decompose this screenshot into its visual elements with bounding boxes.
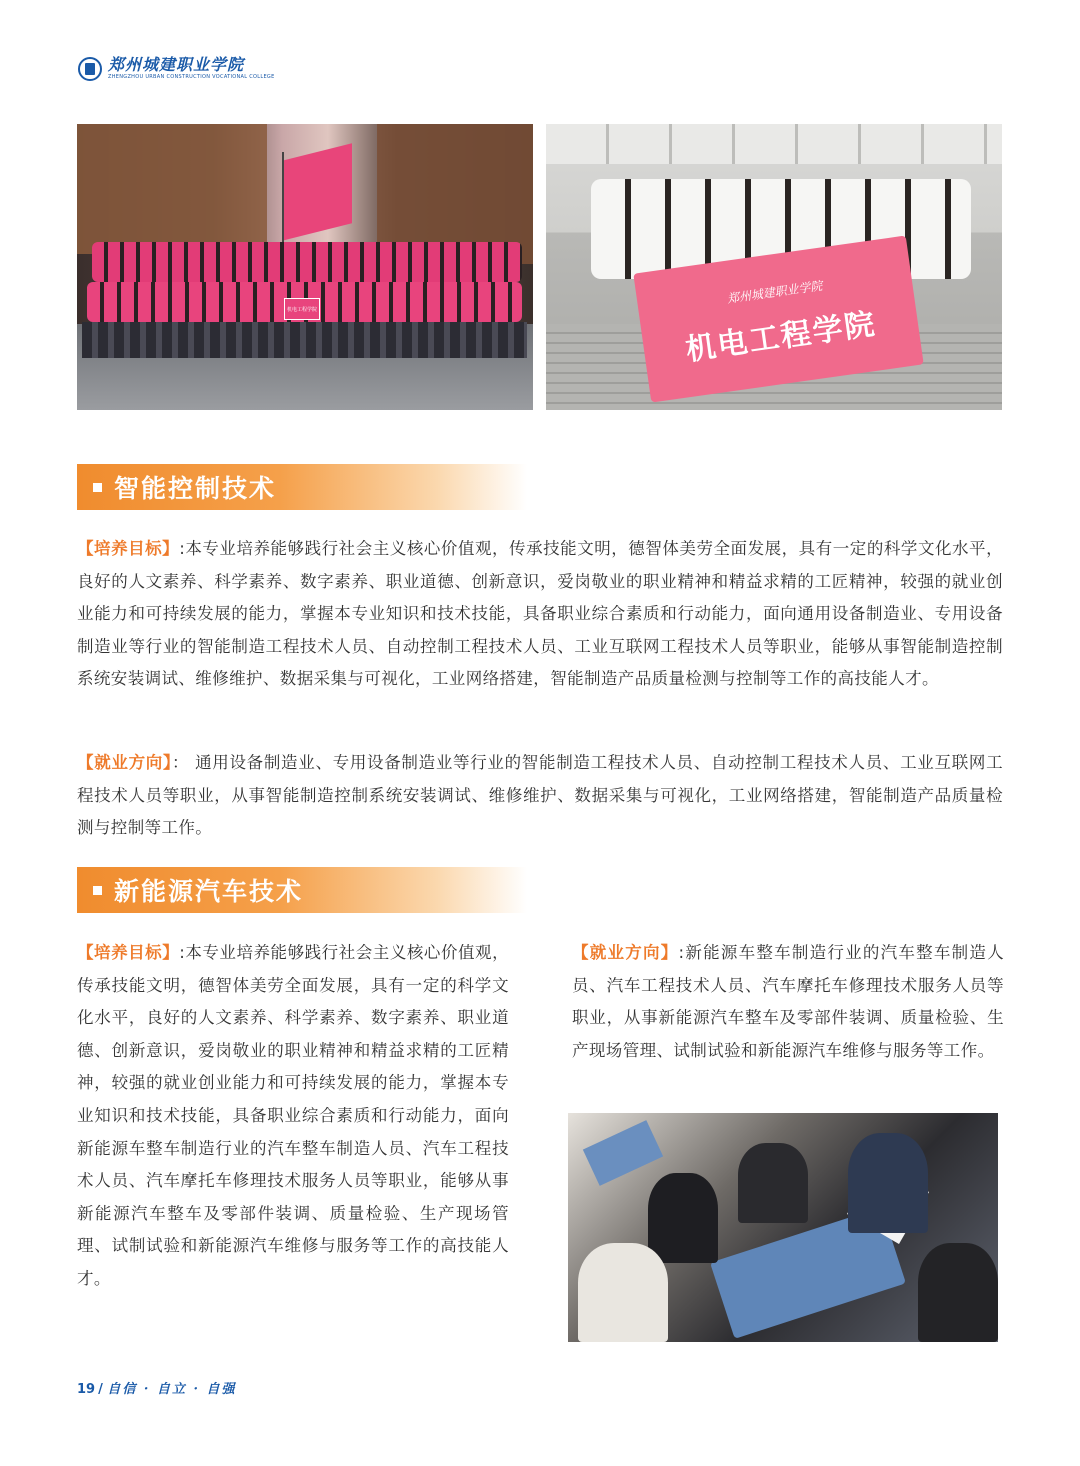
section1-employment-paragraph <box>77 747 1003 845</box>
students-workshop-photo <box>568 1113 998 1342</box>
goal-text: :本专业培养能够践行社会主义核心价值观，传承技能文明，德智体美劳全面发展，具有一定的科学文化水平，良好的人文素养、科学素养、数字素养、职业道德、创新意识，爱岗敬业的职业精神和精益求精的工匠精神，较强的就业创业能力和可持续发展的能力，掌握本专业知识和技术技能，具备职业综合素质和行动能力，面向通用设备制造业、专用设备制造业等行业的智能制造工程技术人员、自动控制工程技术人员、工业互联网工程技术人员等职业，能够从事智能制造控制系统安装调试、维修维护、数据采集与可视化，工业网络搭建，智能制造产品质量检测与控制等工作的高技能人才。 <box>77 539 1003 689</box>
section1-goal-paragraph <box>77 533 1003 696</box>
section-title: 新能源汽车技术 <box>114 877 304 906</box>
logo-english-name: ZHENGZHOU URBAN CONSTRUCTION VOCATIONAL COLLEGE <box>108 74 275 80</box>
employment-label: 【就业方向】 <box>572 943 679 962</box>
square-bullet-icon <box>93 886 102 895</box>
section2-employment-paragraph <box>572 937 1004 1067</box>
employment-text: ： 通用设备制造业、专用设备制造业等行业的智能制造工程技术人员、自动控制工程技术人员、工业互联网工程技术人员等职业，从事智能制造控制系统安装调试、维修维护、数据采集与可视化，工业网络搭建，智能制造产品质量检测与控制等工作。 <box>77 753 1003 838</box>
group-photo-pink-shirts <box>77 124 533 410</box>
section-header-intelligent-control <box>77 464 527 510</box>
college-logo <box>78 56 275 81</box>
goal-label: 【培养目标】 <box>77 539 180 558</box>
page-footer <box>77 1378 237 1397</box>
footer-separator: / <box>98 1382 103 1397</box>
department-sign: 机电工程学院 <box>284 298 320 320</box>
college-seal-icon <box>78 57 102 81</box>
employment-label: 【就业方向】 <box>77 753 172 772</box>
section-header-new-energy-vehicle <box>77 867 527 913</box>
banner-title: 机电工程学院 <box>683 306 879 368</box>
employment-text: :新能源车整车制造行业的汽车整车制造人员、汽车工程技术人员、汽车摩托车修理技术服务人员等职业，从事新能源汽车整车及零部件装调、质量检验、生产现场管理、试制试验和新能源汽车维修与服务等工作。 <box>572 943 1004 1060</box>
section-title: 智能控制技术 <box>114 474 277 503</box>
banner-logo-text: 郑州城建职业学院 <box>726 278 824 306</box>
section2-goal-paragraph <box>77 937 509 1296</box>
square-bullet-icon <box>93 483 102 492</box>
group-photo-white-shirts-banner <box>546 124 1002 410</box>
logo-name: 郑州城建职业学院 <box>108 55 245 74</box>
goal-label: 【培养目标】 <box>77 943 180 962</box>
goal-text: :本专业培养能够践行社会主义核心价值观，传承技能文明，德智体美劳全面发展，具有一定的科学文化水平，良好的人文素养、科学素养、数字素养、职业道德、创新意识，爱岗敬业的职业精神和精益求精的工匠精神，较强的就业创业能力和可持续发展的能力，掌握本专业知识和技术技能，具备职业综合素质和行动能力，面向新能源车整车制造行业的汽车整车制造人员、汽车工程技术人员、汽车摩托车修理技术服务人员等职业，能够从事新能源汽车整车及零部件装调、质量检验、生产现场管理、试制试验和新能源汽车维修与服务等工作的高技能人才。 <box>77 943 509 1288</box>
footer-motto: 自信 · 自立 · 自强 <box>107 1382 237 1397</box>
page-number: 19 <box>77 1382 96 1397</box>
